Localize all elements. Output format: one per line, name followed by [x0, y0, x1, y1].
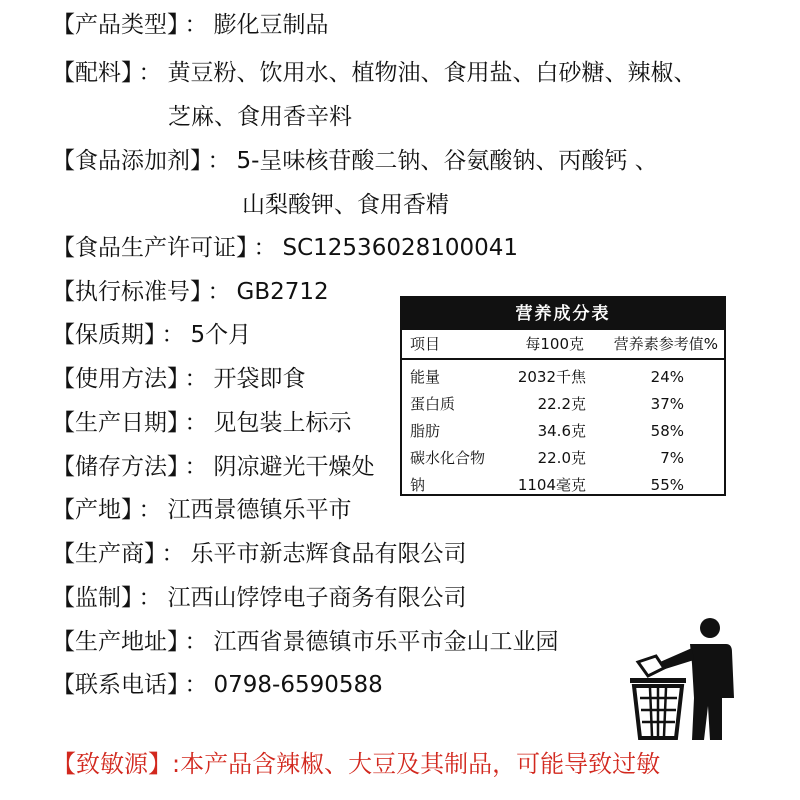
nutrient-name: 钠 [410, 476, 426, 494]
separator: ： [184, 410, 208, 436]
info-value: 乐平市新志辉食品有限公司 [190, 541, 467, 567]
nutrient-name: 蛋白质 [410, 395, 456, 413]
info-label: 【配料】 [52, 60, 133, 86]
info-label: 【生产商】 [52, 541, 156, 567]
info-label: 【食品添加剂】 [52, 148, 202, 174]
nutrient-amount: 22.2克 [537, 395, 586, 413]
info-value: 0798-6590588 [213, 672, 383, 698]
info-row-manufacturer [52, 539, 467, 569]
info-value: 江西省景德镇市乐平市金山工业园 [213, 629, 559, 655]
separator: ： [207, 148, 231, 174]
info-row-license [52, 233, 518, 263]
info-label: 【产地】 [52, 497, 133, 523]
separator: ： [184, 629, 208, 655]
info-label: 【储存方法】 [52, 454, 179, 480]
nutrition-header-row [402, 330, 724, 360]
info-value: 江西景德镇乐平市 [167, 497, 352, 523]
additives-continuation: 山梨酸钾、食用香精 [242, 192, 449, 218]
nutrition-body [402, 360, 724, 499]
info-value: SC12536028100041 [282, 235, 519, 261]
info-row-storage [52, 452, 375, 482]
info-row-standard [52, 277, 329, 307]
info-value: 5个月 [190, 322, 252, 348]
ingredients-continuation: 芝麻、食用香辛料 [168, 104, 352, 130]
allergen-text: :本产品含辣椒、大豆及其制品，可能导致过敏 [172, 750, 661, 778]
header-item: 项目 [410, 335, 441, 353]
info-row-product-type [52, 10, 329, 40]
header-nrv: 营养素参考值% [613, 335, 718, 353]
info-label: 【使用方法】 [52, 366, 179, 392]
nutrition-table [400, 296, 726, 496]
nutrient-name: 脂肪 [410, 422, 441, 440]
nutrient-nrv: 7% [660, 449, 684, 467]
info-label: 【执行标准号】 [52, 279, 202, 305]
info-row-phone [52, 670, 383, 700]
info-row-address [52, 627, 559, 657]
nutrition-row-carbohydrate [402, 445, 724, 472]
info-value: 见包装上标示 [213, 410, 352, 436]
separator: ： [184, 454, 208, 480]
info-value: 阴凉避光干燥处 [213, 454, 375, 480]
nutrition-title: 营养成分表 [402, 298, 724, 330]
info-label: 【食品生产许可证】 [52, 235, 248, 261]
info-value: 开袋即食 [213, 366, 306, 392]
nutrition-row-protein [402, 391, 724, 418]
nutrition-row-sodium [402, 472, 724, 499]
separator: ： [138, 585, 162, 611]
nutrient-nrv: 58% [650, 422, 684, 440]
allergen-warning [52, 748, 660, 780]
info-value: GB2712 [236, 279, 329, 305]
nutrient-nrv: 24% [650, 368, 684, 386]
nutrient-nrv: 37% [650, 395, 684, 413]
info-row-supervisor [52, 583, 467, 613]
info-value: 黄豆粉、饮用水、植物油、食用盐、白砂糖、辣椒、 [167, 60, 697, 86]
info-value: 5-呈味核苷酸二钠、谷氨酸钠、丙酸钙 、 [236, 148, 658, 174]
nutrient-amount: 1104毫克 [517, 476, 586, 494]
info-label: 【保质期】 [52, 322, 156, 348]
separator: ： [184, 12, 208, 38]
separator: ： [253, 235, 277, 261]
nutrition-row-fat [402, 418, 724, 445]
nutrient-amount: 34.6克 [537, 422, 586, 440]
info-label: 【生产地址】 [52, 629, 179, 655]
info-row-production-date [52, 408, 352, 438]
info-label: 【监制】 [52, 585, 133, 611]
nutrient-name: 碳水化合物 [410, 449, 486, 467]
nutrition-row-energy [402, 364, 724, 391]
info-row-shelf-life [52, 320, 251, 350]
separator: ： [161, 541, 185, 567]
separator: ： [138, 60, 162, 86]
header-per-100g: 每100克 [525, 335, 584, 353]
separator: ： [184, 672, 208, 698]
nutrient-amount: 22.0克 [537, 449, 586, 467]
info-label: 【联系电话】 [52, 672, 179, 698]
nutrient-nrv: 55% [650, 476, 684, 494]
nutrient-name: 能量 [410, 368, 441, 386]
trash-disposal-icon [626, 618, 752, 740]
info-label: 【产品类型】 [52, 12, 179, 38]
info-value: 膨化豆制品 [213, 12, 329, 38]
separator: ： [184, 366, 208, 392]
info-value: 江西山饽饽电子商务有限公司 [167, 585, 467, 611]
allergen-label: 【致敏源】 [52, 750, 172, 778]
info-row-additives [52, 146, 658, 176]
separator: ： [161, 322, 185, 348]
nutrient-amount: 2032千焦 [517, 368, 586, 386]
separator: ： [207, 279, 231, 305]
info-label: 【生产日期】 [52, 410, 179, 436]
info-row-usage [52, 364, 306, 394]
info-row-origin [52, 495, 352, 525]
info-row-ingredients [52, 58, 697, 88]
separator: ： [138, 497, 162, 523]
